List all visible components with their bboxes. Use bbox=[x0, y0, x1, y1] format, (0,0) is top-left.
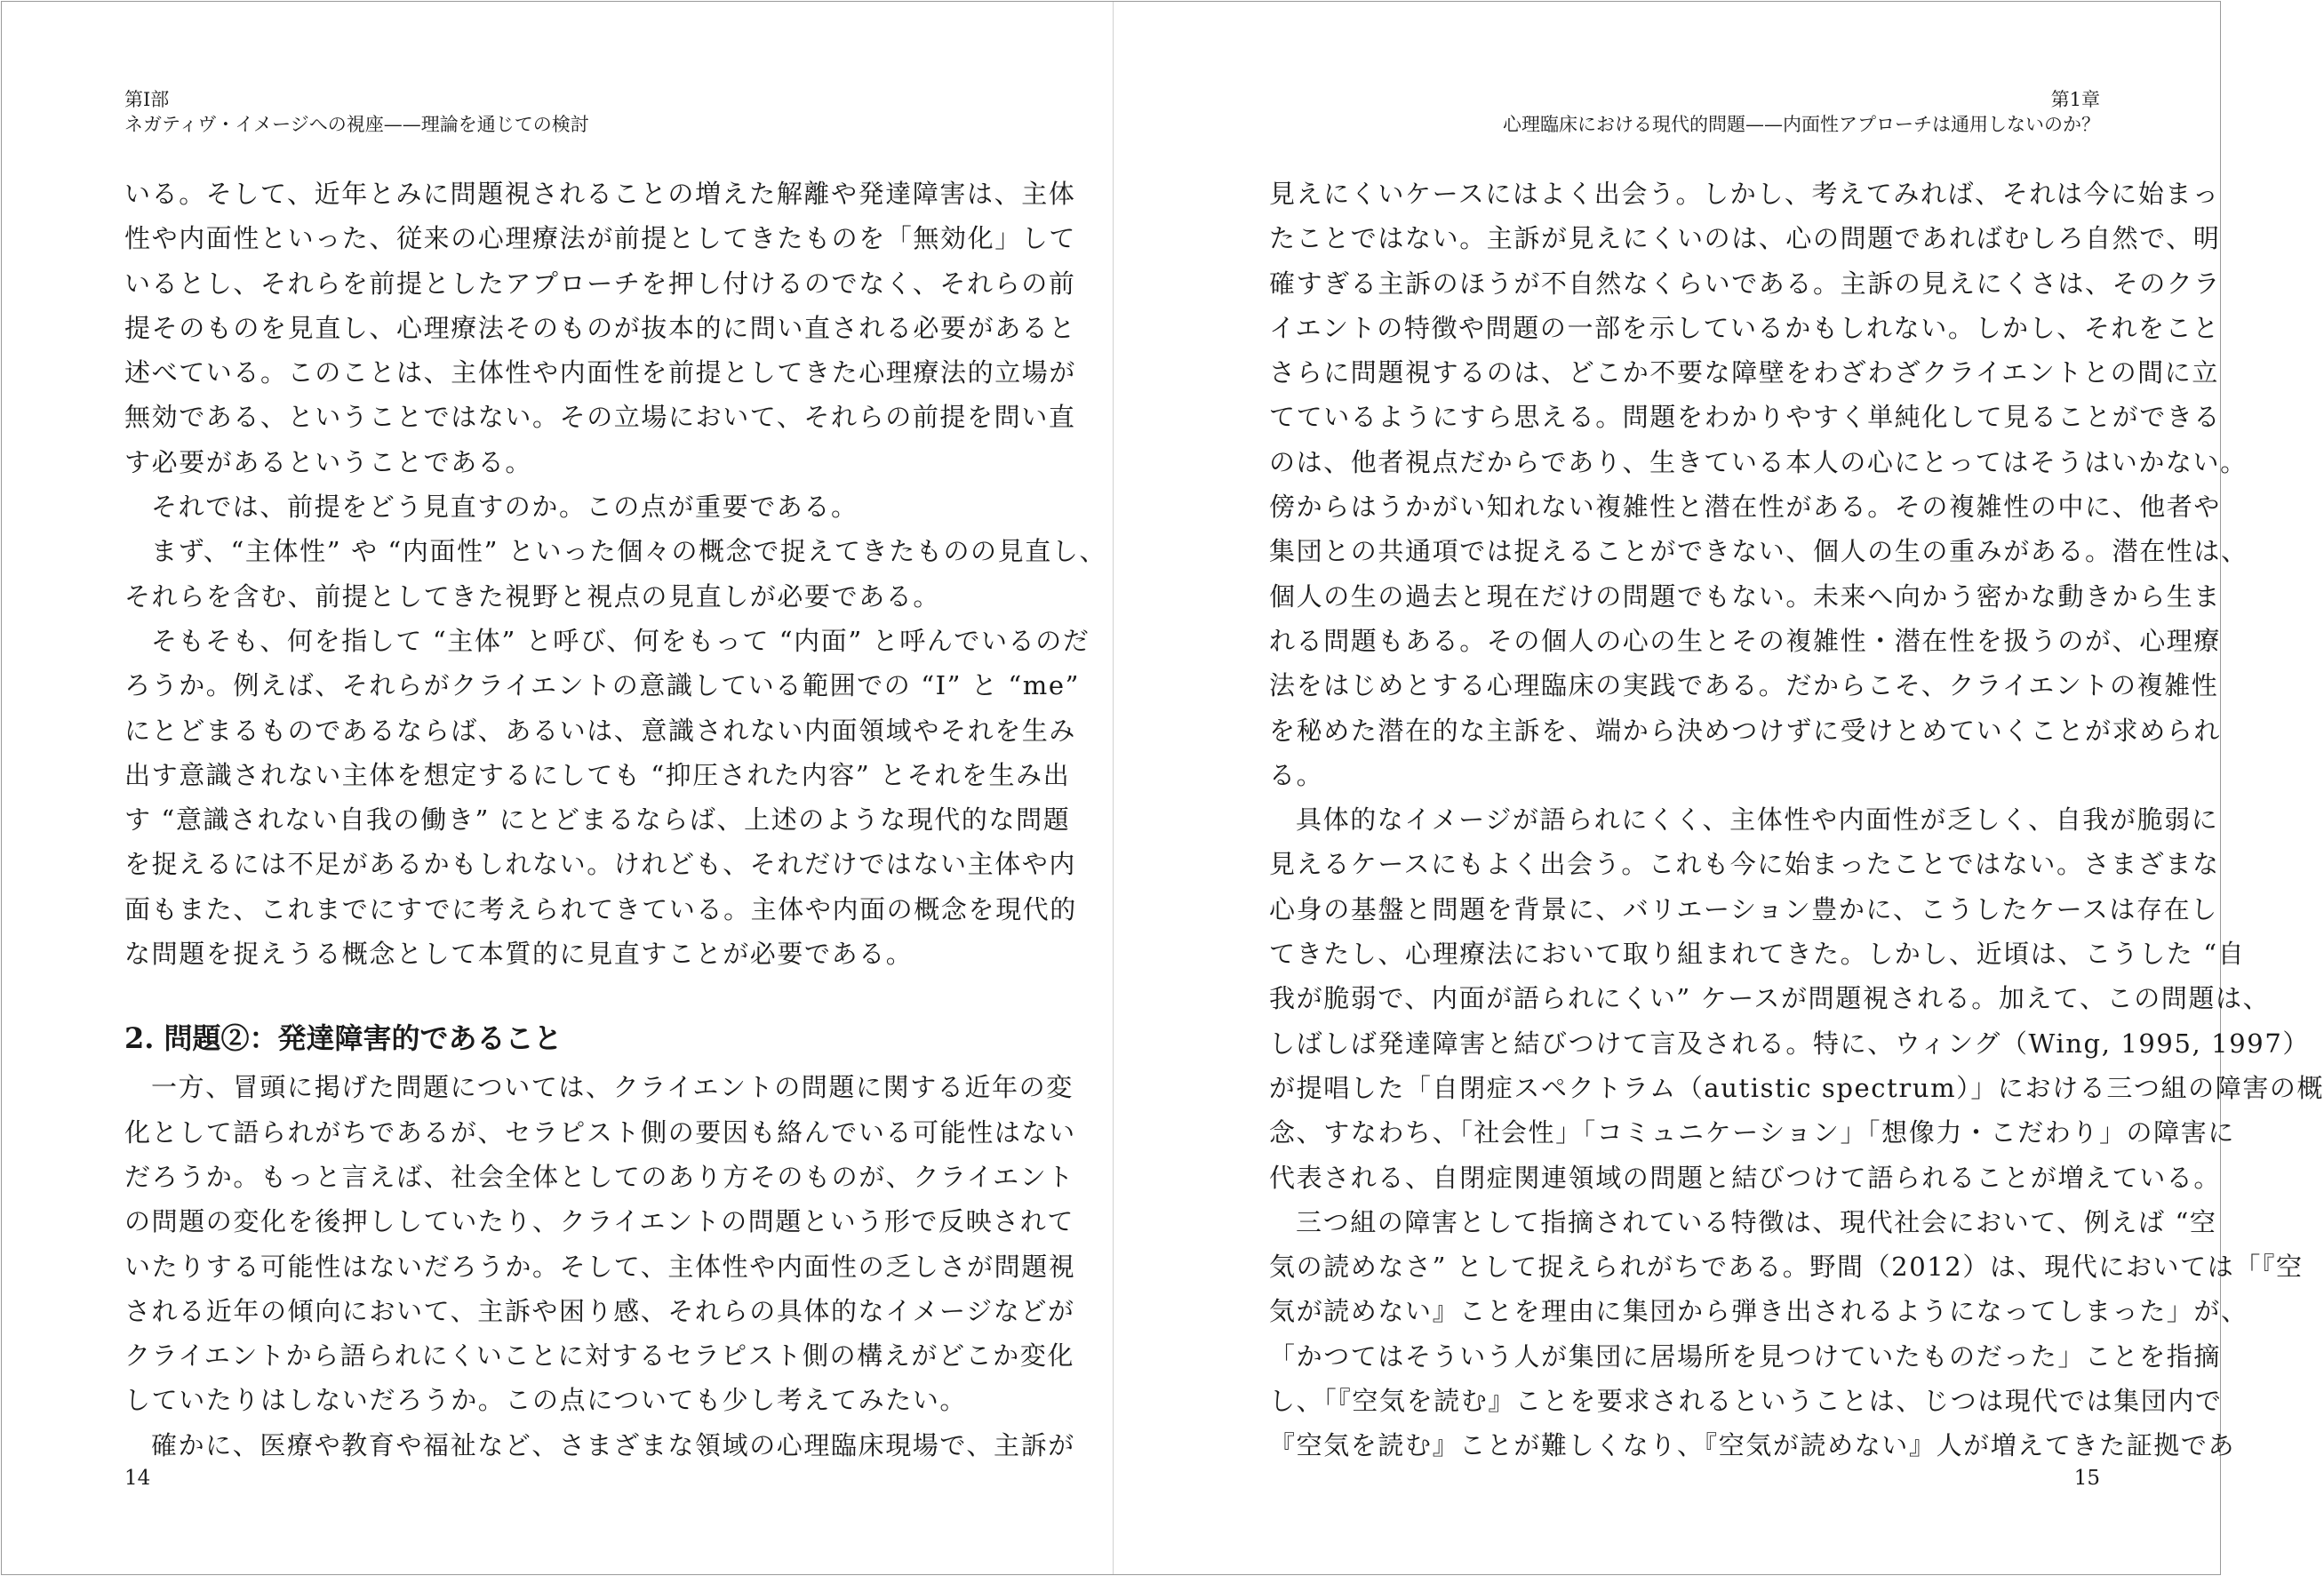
text-line: 念、すなわち、「社会性」「コミュニケーション」「想像力・こだわり」の障害に bbox=[1269, 1117, 2235, 1148]
text-line: 『空気を読む』ことが難しくなり、『空気が読めない』人が増えてきた証拠であ bbox=[1269, 1430, 2236, 1461]
page-number-right: 15 bbox=[2073, 1467, 2100, 1490]
text-line: にとどまるものであるならば、あるいは、意識されない内面領域やそれを生み bbox=[124, 715, 1077, 746]
text-line: てきたし、心理療法において取り組まれてきた。しかし、近頃は、こうした “自 bbox=[1269, 939, 2246, 970]
text-line: 代表される、自閉症関連領域の問題と結びつけて語られることが増えている。 bbox=[1269, 1162, 2222, 1193]
text-line: 個人の生の過去と現在だけの問題でもない。未来へ向かう密かな動きから生ま bbox=[1269, 580, 2222, 612]
text-line: 出す意識されない主体を想定するにしても “抑圧された内容” とそれを生み出 bbox=[124, 759, 1071, 790]
right-text-block bbox=[1269, 172, 2324, 1468]
text-line: ろうか。例えば、それらがクライエントの意識している範囲での “I” と “me” bbox=[124, 670, 1081, 701]
text-line: クライエントから語られにくいことに対するセラピスト側の構えがどこか変化 bbox=[124, 1340, 1074, 1372]
text-line: まず、“主体性” や “内面性” といった個々の概念で捉えてきたものの見直し、 bbox=[151, 536, 1107, 567]
text-line: 心身の基盤と問題を背景に、バリエーション豊かに、こうしたケースは存在し bbox=[1269, 893, 2218, 924]
text-line: す必要があるということである。 bbox=[124, 446, 533, 477]
chapter-label: 第1章 bbox=[2050, 89, 2100, 110]
text-line: たことではない。主訴が見えにくいのは、心の問題であればむしろ自然で、明 bbox=[1269, 223, 2221, 254]
left-text-block-1 bbox=[124, 172, 1107, 976]
section-heading: 2. 問題②：発達障害的であること bbox=[124, 1021, 563, 1056]
text-line: 法をはじめとする心理臨床の実践である。だからこそ、クライエントの複雑性 bbox=[1269, 670, 2219, 701]
text-line: いる。そして、近年とみに問題視されることの増えた解離や発達障害は、主体 bbox=[124, 179, 1076, 209]
right-page bbox=[1269, 0, 2324, 1576]
text-line: イエントの特徴や問題の一部を示しているかもしれない。しかし、それをこと bbox=[1269, 312, 2220, 343]
text-line: いたりする可能性はないだろうか。そして、主体性や内面性の乏しさが問題視 bbox=[124, 1251, 1076, 1282]
text-line: 見えにくいケースにはよく出会う。しかし、考えてみれば、それは今に始まっ bbox=[1269, 179, 2220, 209]
text-line: しばしば発達障害と結びつけて言及される。特に、ウィング（Wing, 1995, 1997） bbox=[1269, 1028, 2310, 1059]
text-line: いるとし、それらを前提としたアプローチを押し付けるのでなく、それらの前 bbox=[124, 268, 1076, 299]
text-line: 面もまた、これまでにすでに考えられてきている。主体や内面の概念を現代的 bbox=[124, 893, 1077, 924]
right-body-text bbox=[1269, 172, 2324, 1468]
chapter-title: 心理臨床における現代的問題——内面性アプローチは通用しないのか？ bbox=[1503, 114, 2100, 135]
text-line: 見えるケースにもよく出会う。これも今に始まったことではない。さまざまな bbox=[1269, 849, 2220, 880]
text-line: 化として語られがちであるが、セラピスト側の要因も絡んでいる可能性はない bbox=[124, 1116, 1076, 1148]
text-line: 述べている。このことは、主体性や内面性を前提としてきた心理療法的立場が bbox=[124, 357, 1077, 388]
text-line: 確かに、医療や教育や福祉など、さまざまな領域の心理臨床現場で、主訴が bbox=[151, 1429, 1075, 1460]
text-line: が提唱した「自閉症スペクトラム（autistic spectrum）」における三つ組の障害の概 bbox=[1269, 1072, 2324, 1103]
text-line: 具体的なイメージが語られにくく、主体性や内面性が乏しく、自我が脆弱に bbox=[1296, 804, 2219, 836]
text-line: 無効である、ということではない。その立場において、それらの前提を問い直 bbox=[124, 402, 1076, 433]
right-running-head bbox=[1503, 87, 2100, 137]
text-line: る。 bbox=[1269, 759, 1324, 790]
text-line: のは、他者視点だからであり、生きている本人の心にとってはそうはいかない。 bbox=[1269, 446, 2248, 477]
left-page bbox=[124, 0, 1107, 1576]
text-line: 気の読めなさ” として捉えられがちである。野間（2012）は、現代においては「『空 bbox=[1269, 1252, 2304, 1283]
text-line: さらに問題視するのは、どこか不要な障壁をわざわざクライエントとの間に立 bbox=[1269, 357, 2219, 388]
text-line: の問題の変化を後押ししていたり、クライエントの問題という形で反映されて bbox=[124, 1206, 1074, 1237]
text-line: 「かつてはそういう人が集団に居場所を見つけていたものだった」ことを指摘 bbox=[1269, 1340, 2222, 1372]
text-line: な問題を捉えうる概念として本質的に見直すことが必要である。 bbox=[124, 939, 914, 970]
part-title: ネガティヴ・イメージへの視座——理論を通じての検討 bbox=[124, 114, 589, 135]
section-gap bbox=[124, 976, 960, 1012]
text-line: を秘めた潜在的な主訴を、端から決めつけずに受けとめていくことが求められ bbox=[1269, 715, 2222, 746]
left-text-block-2 bbox=[124, 1065, 1076, 1468]
text-line: 気が読めない』ことを理由に集団から弾き出されるようになってしまった」が、 bbox=[1269, 1296, 2248, 1327]
part-label: 第Ⅰ部 bbox=[124, 89, 170, 110]
text-line: される近年の傾向において、主訴や困り感、それらの具体的なイメージなどが bbox=[124, 1295, 1075, 1326]
text-line: していたりはしないだろうか。この点についても少し考えてみたい。 bbox=[124, 1385, 968, 1416]
page-number-left: 14 bbox=[124, 1467, 151, 1490]
text-line: れる問題もある。その個人の心の生とその複雑性・潜在性を扱うのが、心理療 bbox=[1269, 625, 2222, 656]
text-line: 三つ組の障害として指摘されている特徴は、現代社会において、例えば “空 bbox=[1296, 1206, 2217, 1237]
text-line: す “意識されない自我の働き” にとどまるならば、上述のような現代的な問題 bbox=[124, 804, 1071, 836]
text-line: 性や内面性といった、従来の心理療法が前提としてきたものを「無効化」して bbox=[124, 223, 1077, 254]
text-line: を捉えるには不足があるかもしれない。けれども、それだけではない主体や内 bbox=[124, 849, 1077, 880]
text-line: だろうか。もっと言えば、社会全体としてのあり方そのものが、クライエント bbox=[124, 1161, 1074, 1192]
text-line: 集団との共通項では捉えることができない、個人の生の重みがある。潜在性は、 bbox=[1269, 536, 2248, 567]
text-line: し、「『空気を読む』ことを要求されるということは、じつは現代では集団内で bbox=[1269, 1386, 2223, 1417]
left-body-text bbox=[124, 172, 1107, 1468]
text-line: そもそも、何を指して “主体” と呼び、何をもって “内面” と呼んでいるのだ bbox=[151, 625, 1090, 656]
text-line: 傍からはうかがい知れない複雑性と潜在性がある。その複雑性の中に、他者や bbox=[1269, 492, 2222, 523]
text-line: 提そのものを見直し、心理療法そのものが抜本的に問い直される必要があると bbox=[124, 312, 1077, 343]
left-running-head bbox=[124, 87, 589, 137]
page-gutter bbox=[1113, 2, 1114, 1574]
text-line: てているようにすら思える。問題をわかりやすく単純化して見ることができる bbox=[1269, 402, 2222, 433]
text-line: 確すぎる主訴のほうが不自然なくらいである。主訴の見えにくさは、そのクラ bbox=[1269, 268, 2222, 299]
text-line: 我が脆弱で、内面が語られにくい” ケースが問題視される。加えて、この問題は、 bbox=[1269, 983, 2271, 1014]
text-line: それでは、前提をどう見直すのか。この点が重要である。 bbox=[151, 492, 859, 523]
text-line: それらを含む、前提としてきた視野と視点の見直しが必要である。 bbox=[124, 580, 941, 612]
text-line: 一方、冒頭に掲げた問題については、クライエントの問題に関する近年の変 bbox=[151, 1072, 1074, 1103]
